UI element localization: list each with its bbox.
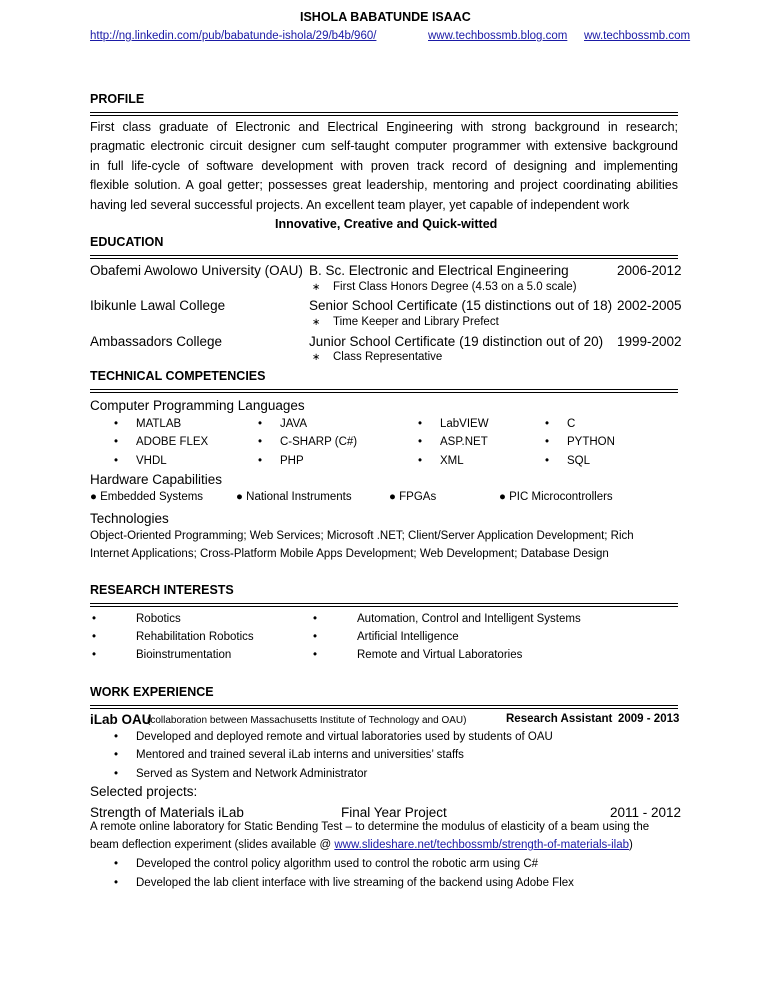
education-note: Class Representative	[333, 351, 443, 363]
research-item: Automation, Control and Intelligent Systems	[357, 613, 581, 625]
profile-tagline: Innovative, Creative and Quick-witted	[275, 217, 498, 231]
language-item: ASP.NET	[440, 436, 488, 448]
profile-line: First class graduate of Electronic and Electrical Engineering with strong background in research;	[90, 120, 678, 134]
bullet-icon	[114, 768, 118, 780]
bullet-icon	[313, 631, 317, 643]
research-item: Robotics	[136, 613, 181, 625]
technical-rule	[90, 389, 678, 390]
project-description-prefix: beam deflection experiment (slides available @	[90, 839, 335, 851]
language-item: PHP	[280, 455, 304, 467]
bullet-icon	[258, 436, 262, 448]
project-bullet: Developed the control policy algorithm used to control the robotic arm using C#	[136, 858, 539, 870]
work-years: 2009 - 2013	[618, 713, 680, 725]
project-type: Final Year Project	[341, 805, 447, 820]
hardware-item: ● Embedded Systems	[90, 491, 204, 503]
hardware-item: ● National Instruments	[236, 491, 352, 503]
profile-line: flexible solution. A goal getter; possesses great leadership, mentoring and project coordinating abilities	[90, 178, 678, 193]
hardware-item: ● PIC Microcontrollers	[499, 491, 613, 503]
blog-link[interactable]: www.techbossmb.blog.com	[428, 30, 568, 42]
profile-line: having led several successful projects. An excellent team player, yet capable of independent work	[90, 197, 630, 212]
hardware-label: Hardware Capabilities	[90, 472, 223, 487]
bullet-icon	[313, 613, 317, 625]
bullet-icon	[114, 731, 118, 743]
bullet-icon	[92, 631, 96, 643]
work-bullet: Mentored and trained several iLab interns and universities’ staffs	[136, 749, 464, 761]
star-bullet-icon: ∗	[312, 352, 321, 363]
work-bullet: Served as System and Network Administrator	[136, 768, 368, 780]
profile-line: in full life-cycle of software development with proven track record of designing and implementing	[90, 158, 678, 173]
work-org-note: (collaboration between Massachusetts Institute of Technology and OAU)	[147, 715, 467, 726]
research-heading: RESEARCH INTERESTS	[90, 583, 234, 597]
bullet-icon	[92, 613, 96, 625]
candidate-name: ISHOLA BABATUNDE ISAAC	[300, 10, 471, 24]
education-degree: Junior School Certificate (19 distinction out of 20)	[309, 334, 604, 349]
language-item: ADOBE FLEX	[136, 436, 209, 448]
project-name: Strength of Materials iLab	[90, 805, 244, 820]
bullet-icon	[418, 455, 422, 467]
education-degree: B. Sc. Electronic and Electrical Engineering	[309, 263, 569, 278]
profile-heading: PROFILE	[90, 92, 145, 106]
project-years: 2011 - 2012	[610, 805, 682, 820]
technical-heading: TECHNICAL COMPETENCIES	[90, 369, 266, 383]
project-bullet: Developed the lab client interface with live streaming of the backend using Adobe Flex	[136, 877, 574, 889]
bullet-icon	[545, 418, 549, 430]
education-years: 1999-2002	[617, 334, 682, 349]
education-note: First Class Honors Degree (4.53 on a 5.0 scale)	[333, 281, 577, 293]
education-degree: Senior School Certificate (15 distinctions out of 18)	[309, 298, 613, 313]
language-item: LabVIEW	[440, 418, 489, 430]
education-years: 2006-2012	[617, 263, 682, 278]
work-rule	[90, 705, 678, 706]
bullet-icon	[92, 649, 96, 661]
bullet-icon	[418, 418, 422, 430]
bullet-icon	[545, 436, 549, 448]
education-years: 2002-2005	[617, 298, 682, 313]
research-item: Remote and Virtual Laboratories	[357, 649, 523, 661]
profile-text	[90, 118, 678, 215]
work-org: iLab OAU	[90, 712, 152, 727]
language-item: JAVA	[280, 418, 308, 430]
bullet-icon	[258, 455, 262, 467]
hardware-item: ● FPGAs	[389, 491, 437, 503]
research-item: Bioinstrumentation	[136, 649, 232, 661]
bullet-icon	[545, 455, 549, 467]
bullet-icon	[114, 877, 118, 889]
project-description-line2	[90, 839, 633, 851]
selected-projects-label: Selected projects:	[90, 784, 198, 799]
language-item: MATLAB	[136, 418, 182, 430]
work-heading: WORK EXPERIENCE	[90, 685, 214, 699]
bullet-icon	[114, 418, 118, 430]
bullet-icon	[114, 436, 118, 448]
education-heading: EDUCATION	[90, 235, 164, 249]
work-bullet: Developed and deployed remote and virtual laboratories used by students of OAU	[136, 731, 553, 743]
profile-rule	[90, 112, 678, 113]
language-item: SQL	[567, 455, 591, 467]
technologies-line: Internet Applications; Cross-Platform Mobile Apps Development; Web Development; Database Design	[90, 548, 609, 560]
website-link[interactable]: ww.techbossmb.com	[584, 30, 691, 42]
education-school: Ambassadors College	[90, 334, 223, 349]
technologies-line: Object-Oriented Programming; Web Services; Microsoft .NET; Client/Server Application Development; Rich	[90, 530, 634, 542]
language-item: XML	[440, 455, 464, 467]
languages-label: Computer Programming Languages	[90, 398, 305, 413]
bullet-icon	[114, 455, 118, 467]
work-role: Research Assistant	[506, 713, 613, 725]
education-note: Time Keeper and Library Prefect	[333, 316, 499, 328]
language-item: VHDL	[136, 455, 167, 467]
profile-line: pragmatic electronic circuit designer cum self-taught computer programmer with extensive background	[90, 139, 678, 154]
research-item: Artificial Intelligence	[357, 631, 459, 643]
bullet-icon	[114, 858, 118, 870]
bullet-icon	[258, 418, 262, 430]
education-school: Obafemi Awolowo University (OAU)	[90, 263, 303, 278]
project-description-suffix: )	[629, 839, 633, 851]
bullet-icon	[418, 436, 422, 448]
slideshare-link[interactable]: www.slideshare.net/techbossmb/strength-of-materials-ilab	[334, 839, 630, 851]
research-rule	[90, 603, 678, 604]
technologies-label: Technologies	[90, 511, 169, 526]
star-bullet-icon: ∗	[312, 317, 321, 328]
linkedin-link[interactable]: http://ng.linkedin.com/pub/babatunde-ishola/29/b4b/960/	[90, 30, 377, 42]
education-rule	[90, 255, 678, 256]
language-item: PYTHON	[567, 436, 615, 448]
language-item: C-SHARP (C#)	[280, 436, 358, 448]
research-item: Rehabilitation Robotics	[136, 631, 254, 643]
education-school: Ibikunle Lawal College	[90, 298, 226, 313]
language-item: C	[567, 418, 576, 430]
project-description: A remote online laboratory for Static Bending Test – to determine the modulus of elasticity of a beam using the	[90, 821, 650, 833]
star-bullet-icon: ∗	[312, 282, 321, 293]
bullet-icon	[114, 749, 118, 761]
bullet-icon	[313, 649, 317, 661]
